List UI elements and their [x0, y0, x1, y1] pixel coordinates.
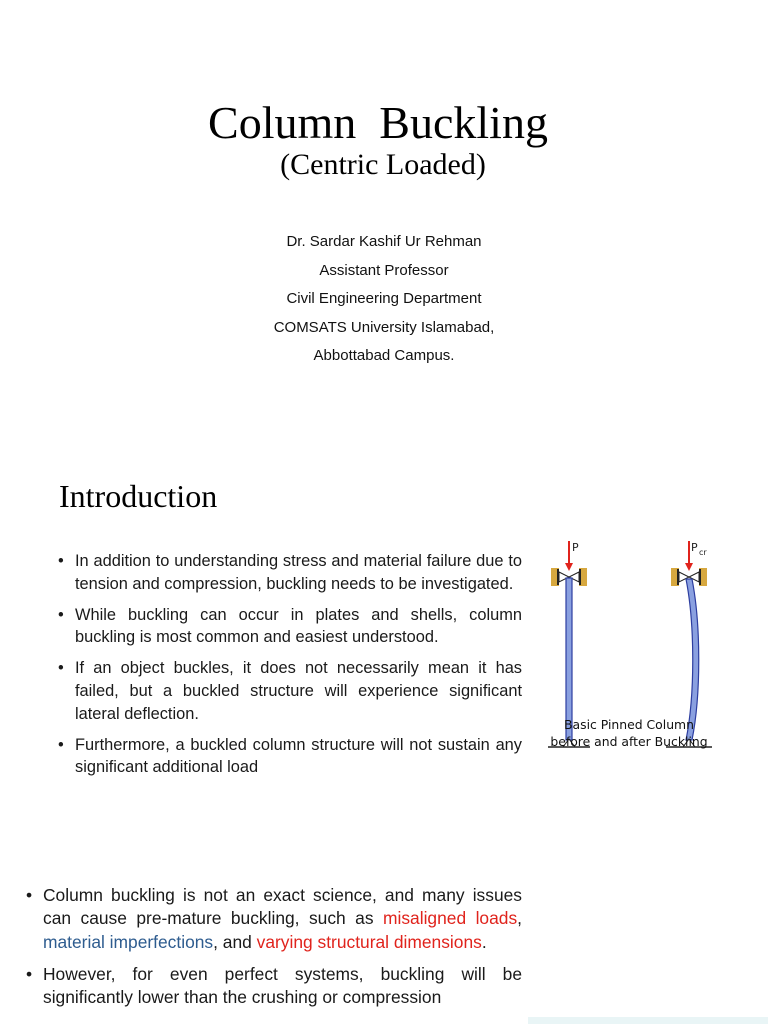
author-university: COMSATS University Islamabad, [273, 318, 495, 336]
critical-load-subscript: cr [699, 548, 707, 557]
author-department: Civil Engineering Department [286, 290, 482, 308]
critical-load-arrow-head [685, 563, 693, 571]
figure-caption-line1: Basic Pinned Column [564, 717, 694, 732]
load-arrow-head [565, 563, 573, 571]
highlight-misaligned-loads: misaligned loads [382, 908, 518, 929]
author-campus: Abbottabad Campus. [313, 347, 455, 365]
author-position: Assistant Professor [319, 261, 449, 279]
highlight-varying-dimensions: varying structural dimensions [256, 931, 482, 952]
bullet-item [26, 884, 522, 954]
highlight-material-imperfections: material imperfections [43, 931, 214, 952]
bullet-item: • In addition to understanding stress and material failure due to tension and compression, buckling needs to be investigated. [58, 550, 522, 596]
bullet-text: Column buckling is not an exact science, and many issues can cause pre-mature buckling, such as [43, 885, 522, 929]
author-name: Dr. Sardar Kashif Ur Rehman [286, 233, 482, 250]
factors-bullet-list [26, 884, 522, 1018]
bullet-item: • While buckling can occur in plates and shells, column buckling is most common and easiest understood. [58, 604, 522, 650]
bullet-text-separator: , and [213, 931, 257, 952]
bullet-item: • If an object buckles, it does not necessarily mean it has failed, but a buckled structure will experience significant lateral deflection. [58, 657, 522, 725]
bullet-item: • However, for even perfect systems, buckling will be significantly lower than the crushing or compression [26, 963, 522, 1010]
load-label: P [572, 541, 579, 554]
figure-placeholder [528, 1017, 768, 1024]
bullet-text-end: . [481, 931, 487, 952]
title-slide [0, 0, 768, 450]
figure-caption [538, 716, 720, 750]
slide-title: Column Buckling [208, 97, 548, 148]
author-block [0, 228, 768, 371]
intro-bullet-list [58, 550, 522, 787]
critical-load-label: P [691, 541, 698, 554]
introduction-slide [0, 450, 768, 850]
bullet-item: • Furthermore, a buckled column structure will not sustain any significant additional load [58, 734, 522, 780]
slide-subtitle: (Centric Loaded) [280, 148, 486, 181]
buckling-factors-slide [0, 850, 768, 1024]
figure-caption-line2: before and after Buckling [550, 734, 708, 749]
bullet-text-separator: , [517, 908, 522, 929]
section-heading: Introduction [59, 478, 218, 514]
